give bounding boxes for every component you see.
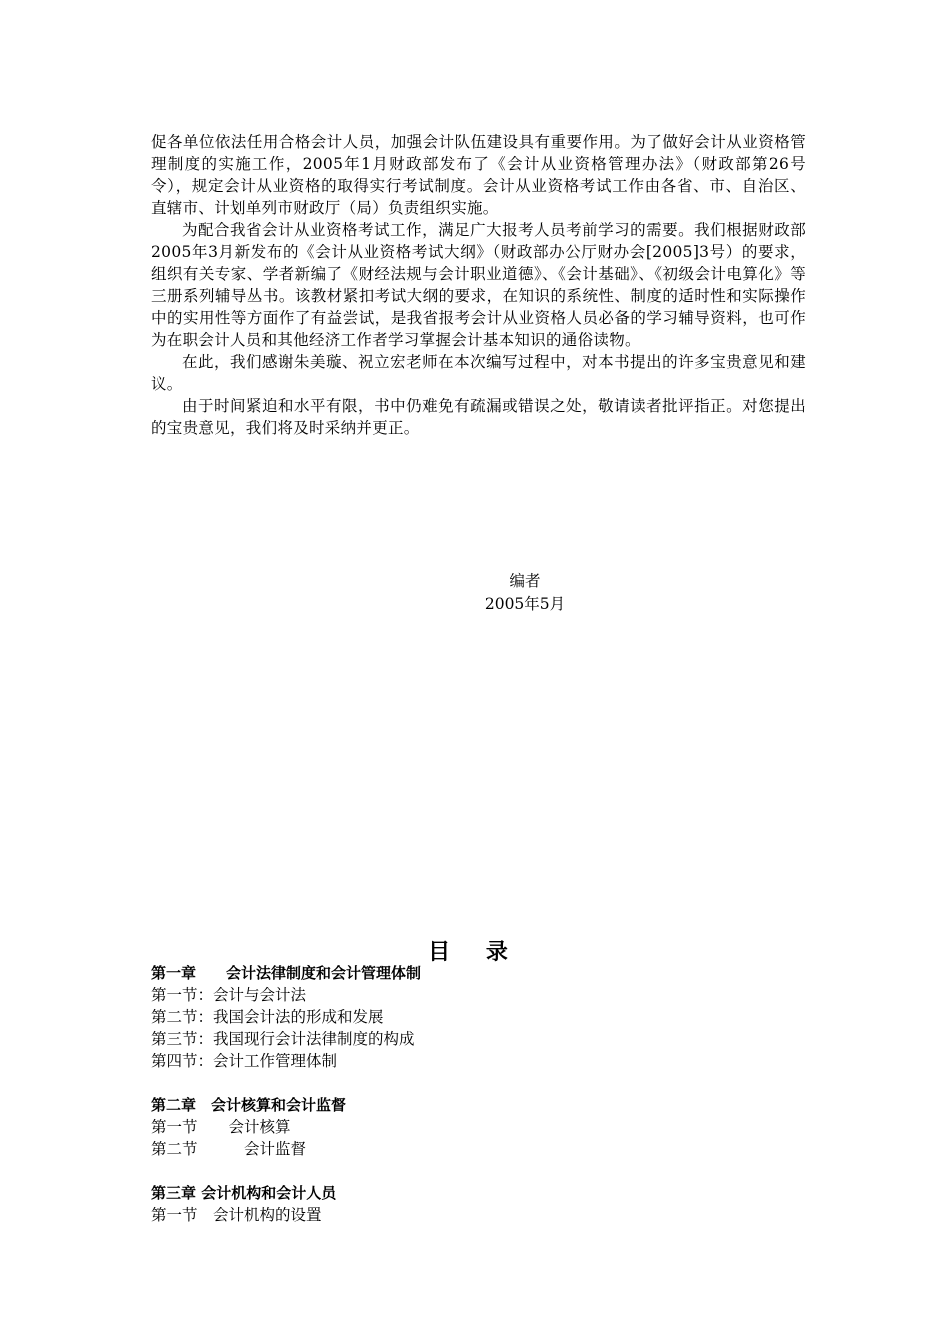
preface-paragraph-3: 在此，我们感谢朱美璇、祝立宏老师在本次编写过程中，对本书提出的许多宝贵意见和建议。 (151, 353, 806, 393)
toc-section-1-2[interactable]: 第二节：我国会计法的形成和发展 (151, 1008, 384, 1026)
toc-section-1-4[interactable]: 第四节：会计工作管理体制 (151, 1052, 338, 1070)
toc-spacer (151, 1072, 806, 1094)
toc-chapter-2[interactable]: 第二章 会计核算和会计监督 (151, 1096, 347, 1114)
toc-section-2-1[interactable]: 第一节 会计核算 (151, 1118, 291, 1136)
preface-paragraph-2: 为配合我省会计从业资格考试工作，满足广大报考人员考前学习的需要。我们根据财政部2005年3月新发布的《会计从业资格考试大纲》（财政部办公厅财办会[2005]3号）的要求，组织有关专家、学者新编了《财经法规与会计职业道德》、《会计基础》、《初级会计电算化》等三册系列辅导丛书。该教材紧扣考试大纲的要求，在知识的系统性、制度的适时性和实际操作中的实用性等方面作了有益尝试，是我省报考会计从业资格人员必备的学习辅导资料，也可作为在职会计人员和其他经济工作者学习掌握会计基本知识的通俗读物。 (151, 221, 806, 349)
toc-section-1-3[interactable]: 第三节：我国现行会计法律制度的构成 (151, 1030, 415, 1048)
toc-section-3-1[interactable]: 第一节 会计机构的设置 (151, 1206, 322, 1224)
table-of-contents (151, 962, 806, 1226)
preface-date: 2005年5月 (484, 595, 566, 613)
toc-spacer (151, 1160, 806, 1182)
toc-section-1-1[interactable]: 第一节：会计与会计法 (151, 986, 307, 1004)
toc-chapter-3[interactable]: 第三章 会计机构和会计人员 (151, 1184, 337, 1202)
toc-chapter-1[interactable]: 第一章 会计法律制度和会计管理体制 (151, 964, 422, 982)
toc-section-2-2[interactable]: 第二节 会计监督 (151, 1140, 307, 1158)
preface-body (151, 131, 806, 439)
preface-paragraph-1: 促各单位依法任用合格会计人员，加强会计队伍建设具有重要作用。为了做好会计从业资格管理制度的实施工作，2005年1月财政部发布了《会计从业资格管理办法》（财政部第26号令），规定会计从业资格的取得实行考试制度。会计从业资格考试工作由各省、市、自治区、直辖市、计划单列市财政厅（局）负责组织实施。 (151, 133, 806, 217)
preface-paragraph-4: 由于时间紧迫和水平有限，书中仍难免有疏漏或错误之处，敬请读者批评指正。对您提出的宝贵意见，我们将及时采纳并更正。 (151, 397, 806, 437)
toc-title: 目 录 (428, 939, 522, 965)
preface-author: 编者 (509, 572, 541, 590)
